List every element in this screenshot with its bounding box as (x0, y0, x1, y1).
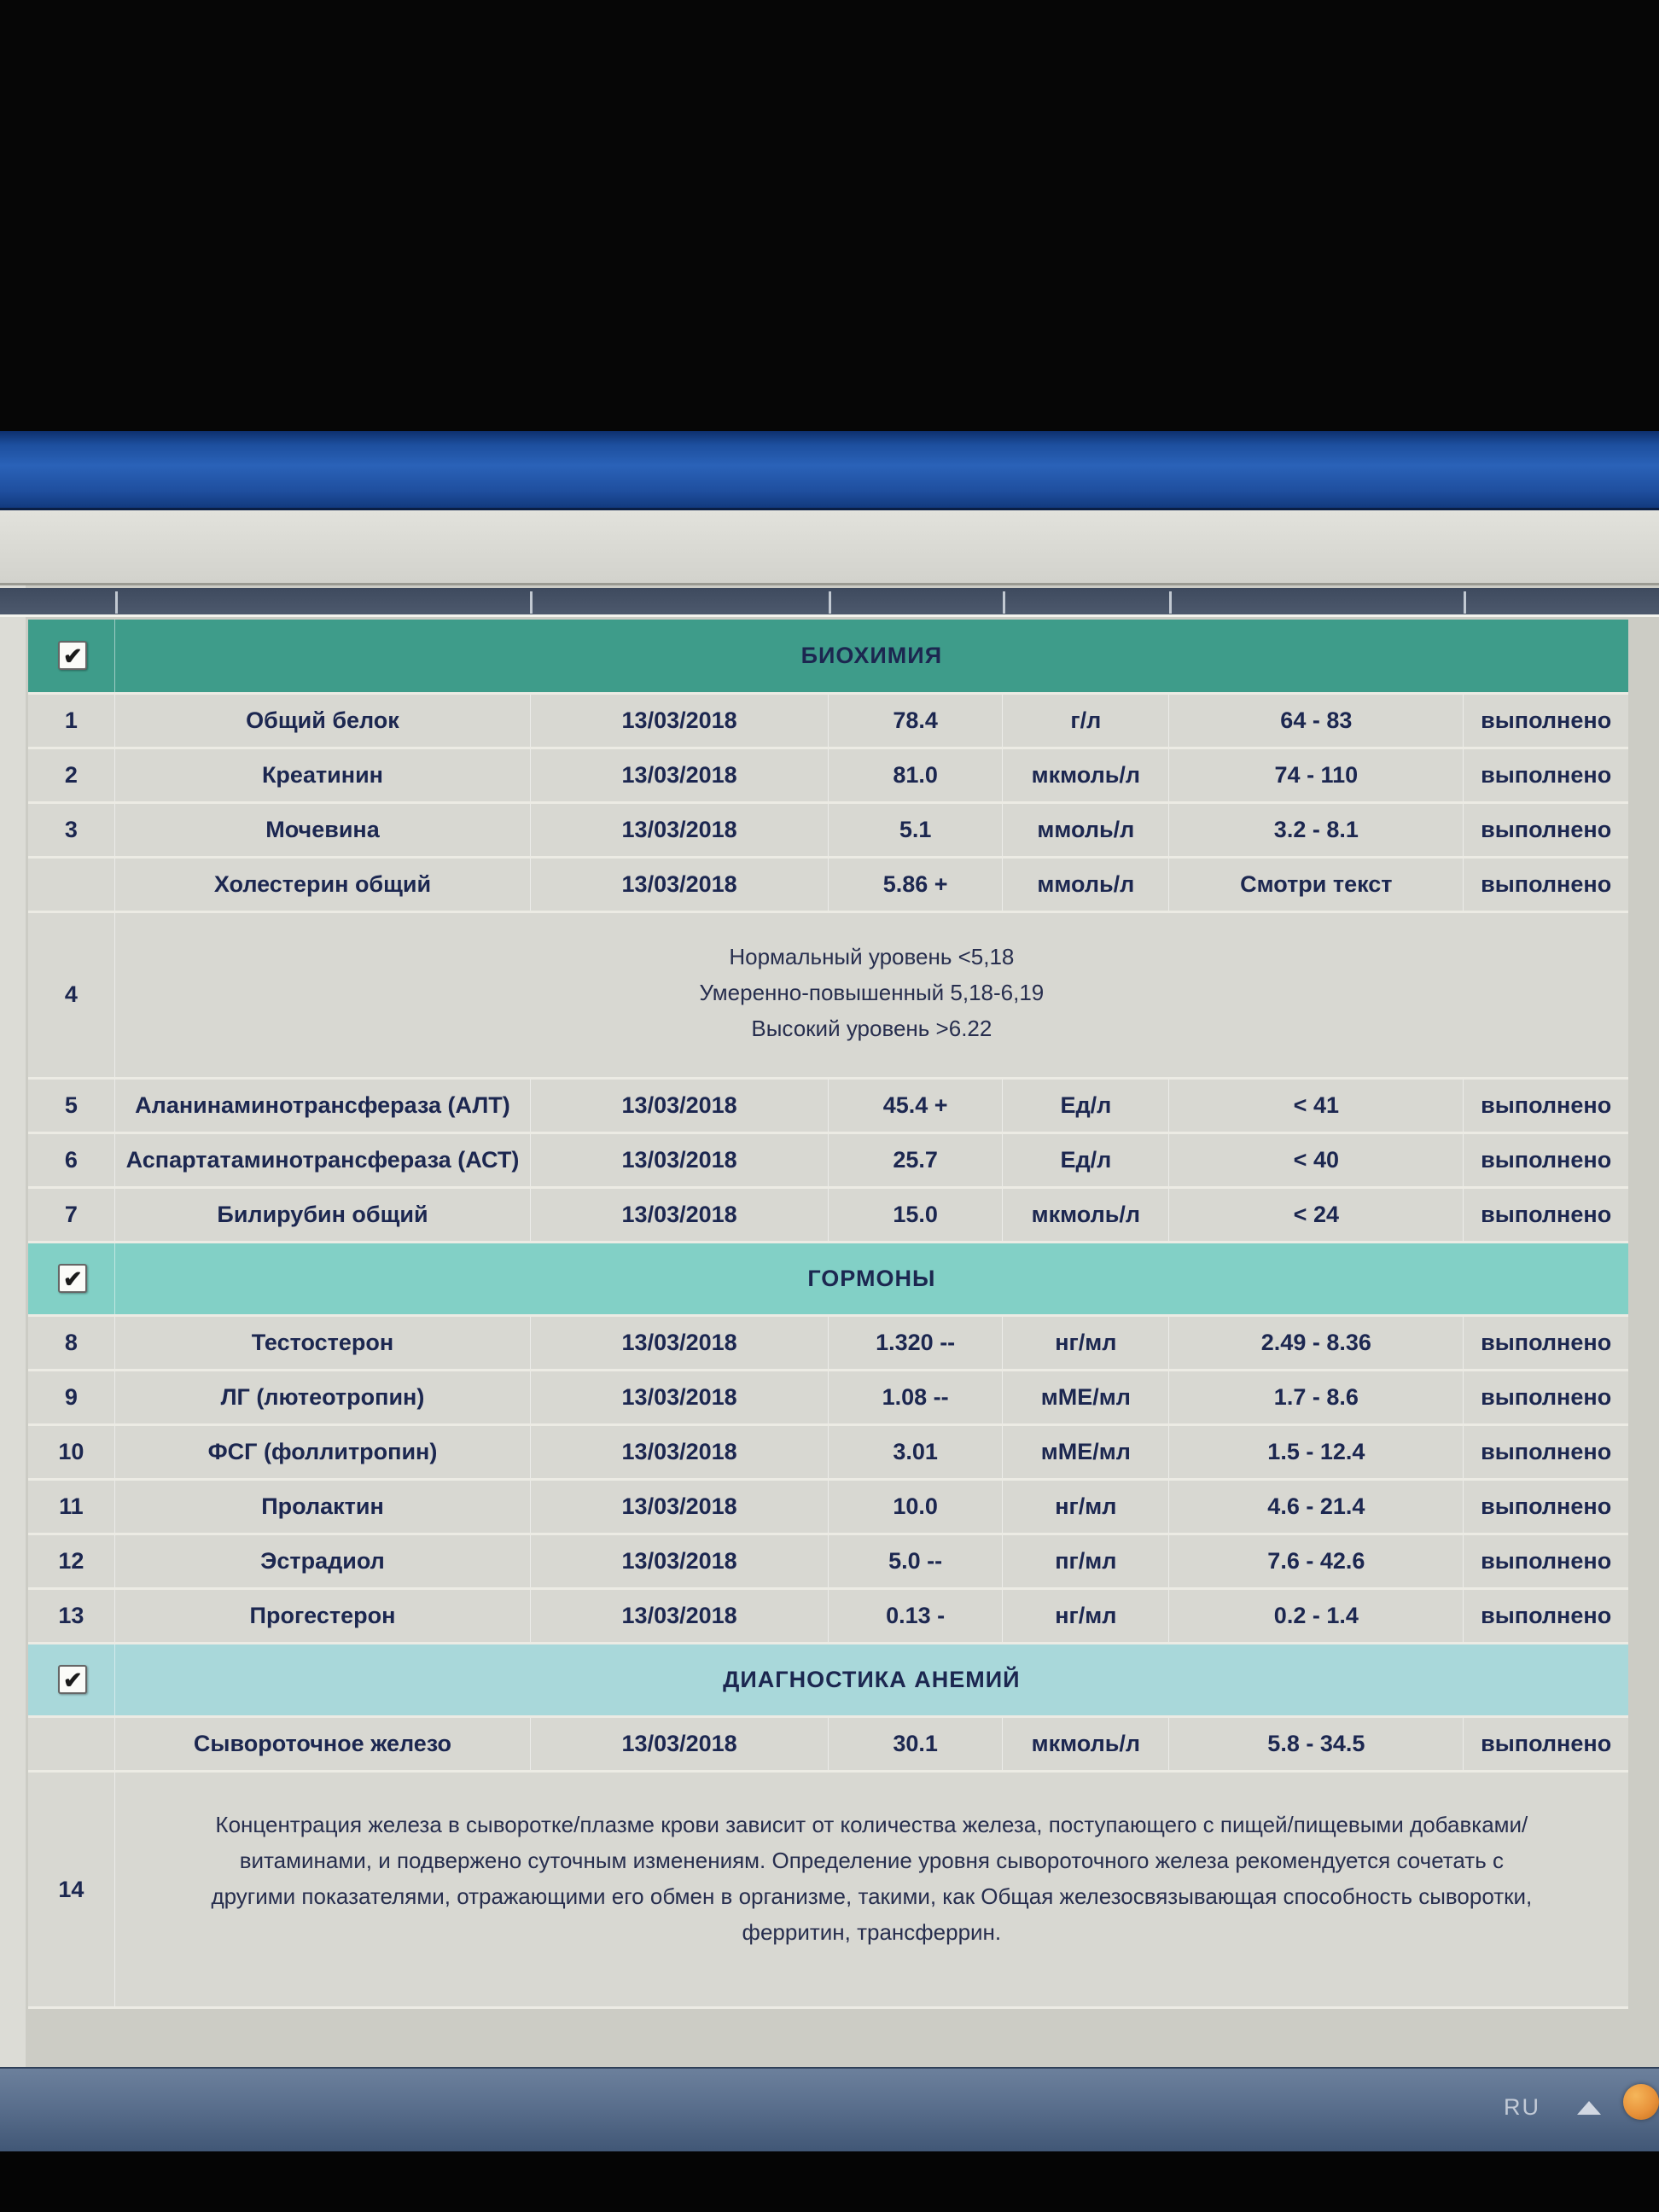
cell-units: нг/мл (1003, 1588, 1169, 1643)
column-divider (115, 591, 118, 614)
cell-num: 10 (28, 1424, 114, 1479)
column-divider (1464, 591, 1466, 614)
cell-num: 8 (28, 1315, 114, 1370)
comment-row (28, 911, 1628, 1078)
table-row (28, 1078, 1628, 1132)
cell-units: мкмоль/л (1003, 1187, 1169, 1242)
cell-num: 7 (28, 1187, 114, 1242)
cell-ref: < 41 (1169, 1078, 1464, 1132)
section-checkbox-cell (28, 620, 114, 693)
cell-units: нг/мл (1003, 1479, 1169, 1534)
cell-name: Прогестерон (114, 1588, 531, 1643)
page-left-margin (0, 510, 26, 2067)
table-row (28, 1534, 1628, 1588)
comment-cell (114, 1771, 1628, 2007)
cell-name: Аланинаминотрансфераза (АЛТ) (114, 1078, 531, 1132)
cell-date: 13/03/2018 (531, 1716, 829, 1771)
cell-name: Мочевина (114, 802, 531, 857)
screen-bezel-top (0, 0, 1659, 431)
cell-ref: < 40 (1169, 1132, 1464, 1187)
cell-status: выполнено (1464, 857, 1628, 911)
cell-status: выполнено (1464, 1716, 1628, 1771)
lab-results-table (28, 620, 1628, 2009)
cell-result: 81.0 (828, 748, 1002, 802)
cell-result: 1.320 -- (828, 1315, 1002, 1370)
checkbox-checked-icon[interactable]: ✔ (58, 1665, 87, 1694)
cell-result: 5.86 + (828, 857, 1002, 911)
cell-units: нг/мл (1003, 1315, 1169, 1370)
cell-status: выполнено (1464, 1078, 1628, 1132)
column-divider (530, 591, 533, 614)
cell-units: мкмоль/л (1003, 1716, 1169, 1771)
table-row (28, 1187, 1628, 1242)
cell-ref: 2.49 - 8.36 (1169, 1315, 1464, 1370)
results-table-body (28, 620, 1628, 2008)
document-page (0, 510, 1659, 2067)
section-header-row (28, 1242, 1628, 1315)
cell-units: ммоль/л (1003, 857, 1169, 911)
column-header-strip (0, 588, 1659, 617)
cell-date: 13/03/2018 (531, 693, 829, 748)
cell-date: 13/03/2018 (531, 1078, 829, 1132)
comment-row (28, 1771, 1628, 2007)
cell-result: 5.1 (828, 802, 1002, 857)
cell-num (28, 1716, 114, 1771)
cell-num: 3 (28, 802, 114, 857)
cell-result: 10.0 (828, 1479, 1002, 1534)
column-divider (829, 591, 831, 614)
cell-status: выполнено (1464, 1479, 1628, 1534)
comment-line: Нормальный уровень <5,18 (729, 943, 1015, 969)
cell-status: выполнено (1464, 802, 1628, 857)
cell-date: 13/03/2018 (531, 802, 829, 857)
cell-num: 12 (28, 1534, 114, 1588)
table-row (28, 1315, 1628, 1370)
comment-line: Концентрация железа в сыворотке/плазме крови зависит от количества железа, поступающего с пищей/пищевыми добавками/витаминами, и подвержено суточным изменениям. Определение уровня сывороточного железа рекомендуется сочетать с другими показателями, отражающими его обмен в организме, такими, как Общая железосвязывающая способность сыворотки, ферритин, трансферрин. (211, 1811, 1533, 1946)
column-divider (1003, 591, 1005, 614)
cell-status: выполнено (1464, 1132, 1628, 1187)
cell-units: г/л (1003, 693, 1169, 748)
cell-ref: Смотри текст (1169, 857, 1464, 911)
cell-result: 1.08 -- (828, 1370, 1002, 1424)
comment-line: Умеренно-повышенный 5,18-6,19 (699, 979, 1045, 1005)
cell-ref: 3.2 - 8.1 (1169, 802, 1464, 857)
cell-result: 78.4 (828, 693, 1002, 748)
cell-status: выполнено (1464, 1588, 1628, 1643)
cell-name: Тестостерон (114, 1315, 531, 1370)
cell-name: Общий белок (114, 693, 531, 748)
table-row (28, 1479, 1628, 1534)
cell-name: ФСГ (фоллитропин) (114, 1424, 531, 1479)
taskbar (0, 2067, 1659, 2151)
section-title: ГОРМОНЫ (114, 1242, 1628, 1315)
cell-num: 11 (28, 1479, 114, 1534)
cell-ref: 74 - 110 (1169, 748, 1464, 802)
cell-date: 13/03/2018 (531, 1424, 829, 1479)
cell-ref: 1.5 - 12.4 (1169, 1424, 1464, 1479)
cell-units: мкмоль/л (1003, 748, 1169, 802)
cell-status: выполнено (1464, 1534, 1628, 1588)
table-row (28, 748, 1628, 802)
cell-result: 5.0 -- (828, 1534, 1002, 1588)
tray-expand-chevron-icon[interactable] (1577, 2101, 1601, 2115)
cell-ref: 64 - 83 (1169, 693, 1464, 748)
section-checkbox-cell (28, 1242, 114, 1315)
cell-date: 13/03/2018 (531, 1132, 829, 1187)
cell-result: 25.7 (828, 1132, 1002, 1187)
cell-result: 0.13 - (828, 1588, 1002, 1643)
cell-name: Билирубин общий (114, 1187, 531, 1242)
cell-status: выполнено (1464, 1187, 1628, 1242)
table-row (28, 802, 1628, 857)
cell-num: 1 (28, 693, 114, 748)
column-divider (1169, 591, 1172, 614)
cell-num: 2 (28, 748, 114, 802)
toolbar-area (0, 510, 1659, 585)
cell-result: 15.0 (828, 1187, 1002, 1242)
comment-line: Высокий уровень >6.22 (751, 1015, 992, 1041)
table-row (28, 1424, 1628, 1479)
cell-num: 14 (28, 1771, 114, 2007)
cell-result: 3.01 (828, 1424, 1002, 1479)
cell-result: 45.4 + (828, 1078, 1002, 1132)
cell-ref: 1.7 - 8.6 (1169, 1370, 1464, 1424)
cell-ref: 5.8 - 34.5 (1169, 1716, 1464, 1771)
cell-result: 30.1 (828, 1716, 1002, 1771)
cell-status: выполнено (1464, 1315, 1628, 1370)
cell-num: 5 (28, 1078, 114, 1132)
cell-units: пг/мл (1003, 1534, 1169, 1588)
comment-cell (114, 911, 1628, 1078)
section-title: БИОХИМИЯ (114, 620, 1628, 693)
cell-status: выполнено (1464, 693, 1628, 748)
cell-ref: < 24 (1169, 1187, 1464, 1242)
cell-status: выполнено (1464, 1370, 1628, 1424)
cell-num: 4 (28, 911, 114, 1078)
language-indicator[interactable]: RU (1504, 2094, 1540, 2120)
cell-units: Ед/л (1003, 1132, 1169, 1187)
cell-ref: 7.6 - 42.6 (1169, 1534, 1464, 1588)
table-row (28, 1132, 1628, 1187)
cell-date: 13/03/2018 (531, 1479, 829, 1534)
section-header-row (28, 620, 1628, 693)
window-titlebar (0, 431, 1659, 510)
checkbox-checked-icon[interactable]: ✔ (58, 1264, 87, 1293)
cell-num (28, 857, 114, 911)
cell-date: 13/03/2018 (531, 748, 829, 802)
cell-name: Холестерин общий (114, 857, 531, 911)
cell-num: 6 (28, 1132, 114, 1187)
tray-app-icon[interactable] (1623, 2084, 1659, 2120)
cell-date: 13/03/2018 (531, 1315, 829, 1370)
cell-units: Ед/л (1003, 1078, 1169, 1132)
cell-ref: 4.6 - 21.4 (1169, 1479, 1464, 1534)
cell-ref: 0.2 - 1.4 (1169, 1588, 1464, 1643)
cell-status: выполнено (1464, 748, 1628, 802)
cell-date: 13/03/2018 (531, 1534, 829, 1588)
table-row (28, 857, 1628, 911)
cell-num: 9 (28, 1370, 114, 1424)
table-row (28, 1370, 1628, 1424)
section-checkbox-cell (28, 1643, 114, 1716)
section-title: ДИАГНОСТИКА АНЕМИЙ (114, 1643, 1628, 1716)
cell-num: 13 (28, 1588, 114, 1643)
cell-name: Эстрадиол (114, 1534, 531, 1588)
table-row (28, 693, 1628, 748)
cell-date: 13/03/2018 (531, 1370, 829, 1424)
cell-status: выполнено (1464, 1424, 1628, 1479)
cell-date: 13/03/2018 (531, 1187, 829, 1242)
cell-name: Аспартатаминотрансфераза (АСТ) (114, 1132, 531, 1187)
cell-name: Пролактин (114, 1479, 531, 1534)
table-row (28, 1588, 1628, 1643)
cell-date: 13/03/2018 (531, 1588, 829, 1643)
screen-bezel-bottom (0, 2151, 1659, 2212)
cell-date: 13/03/2018 (531, 857, 829, 911)
table-row (28, 1716, 1628, 1771)
cell-units: мМЕ/мл (1003, 1424, 1169, 1479)
cell-units: мМЕ/мл (1003, 1370, 1169, 1424)
section-header-row (28, 1643, 1628, 1716)
cell-name: ЛГ (лютеотропин) (114, 1370, 531, 1424)
cell-units: ммоль/л (1003, 802, 1169, 857)
checkbox-checked-icon[interactable]: ✔ (58, 641, 87, 670)
cell-name: Сывороточное железо (114, 1716, 531, 1771)
cell-name: Креатинин (114, 748, 531, 802)
